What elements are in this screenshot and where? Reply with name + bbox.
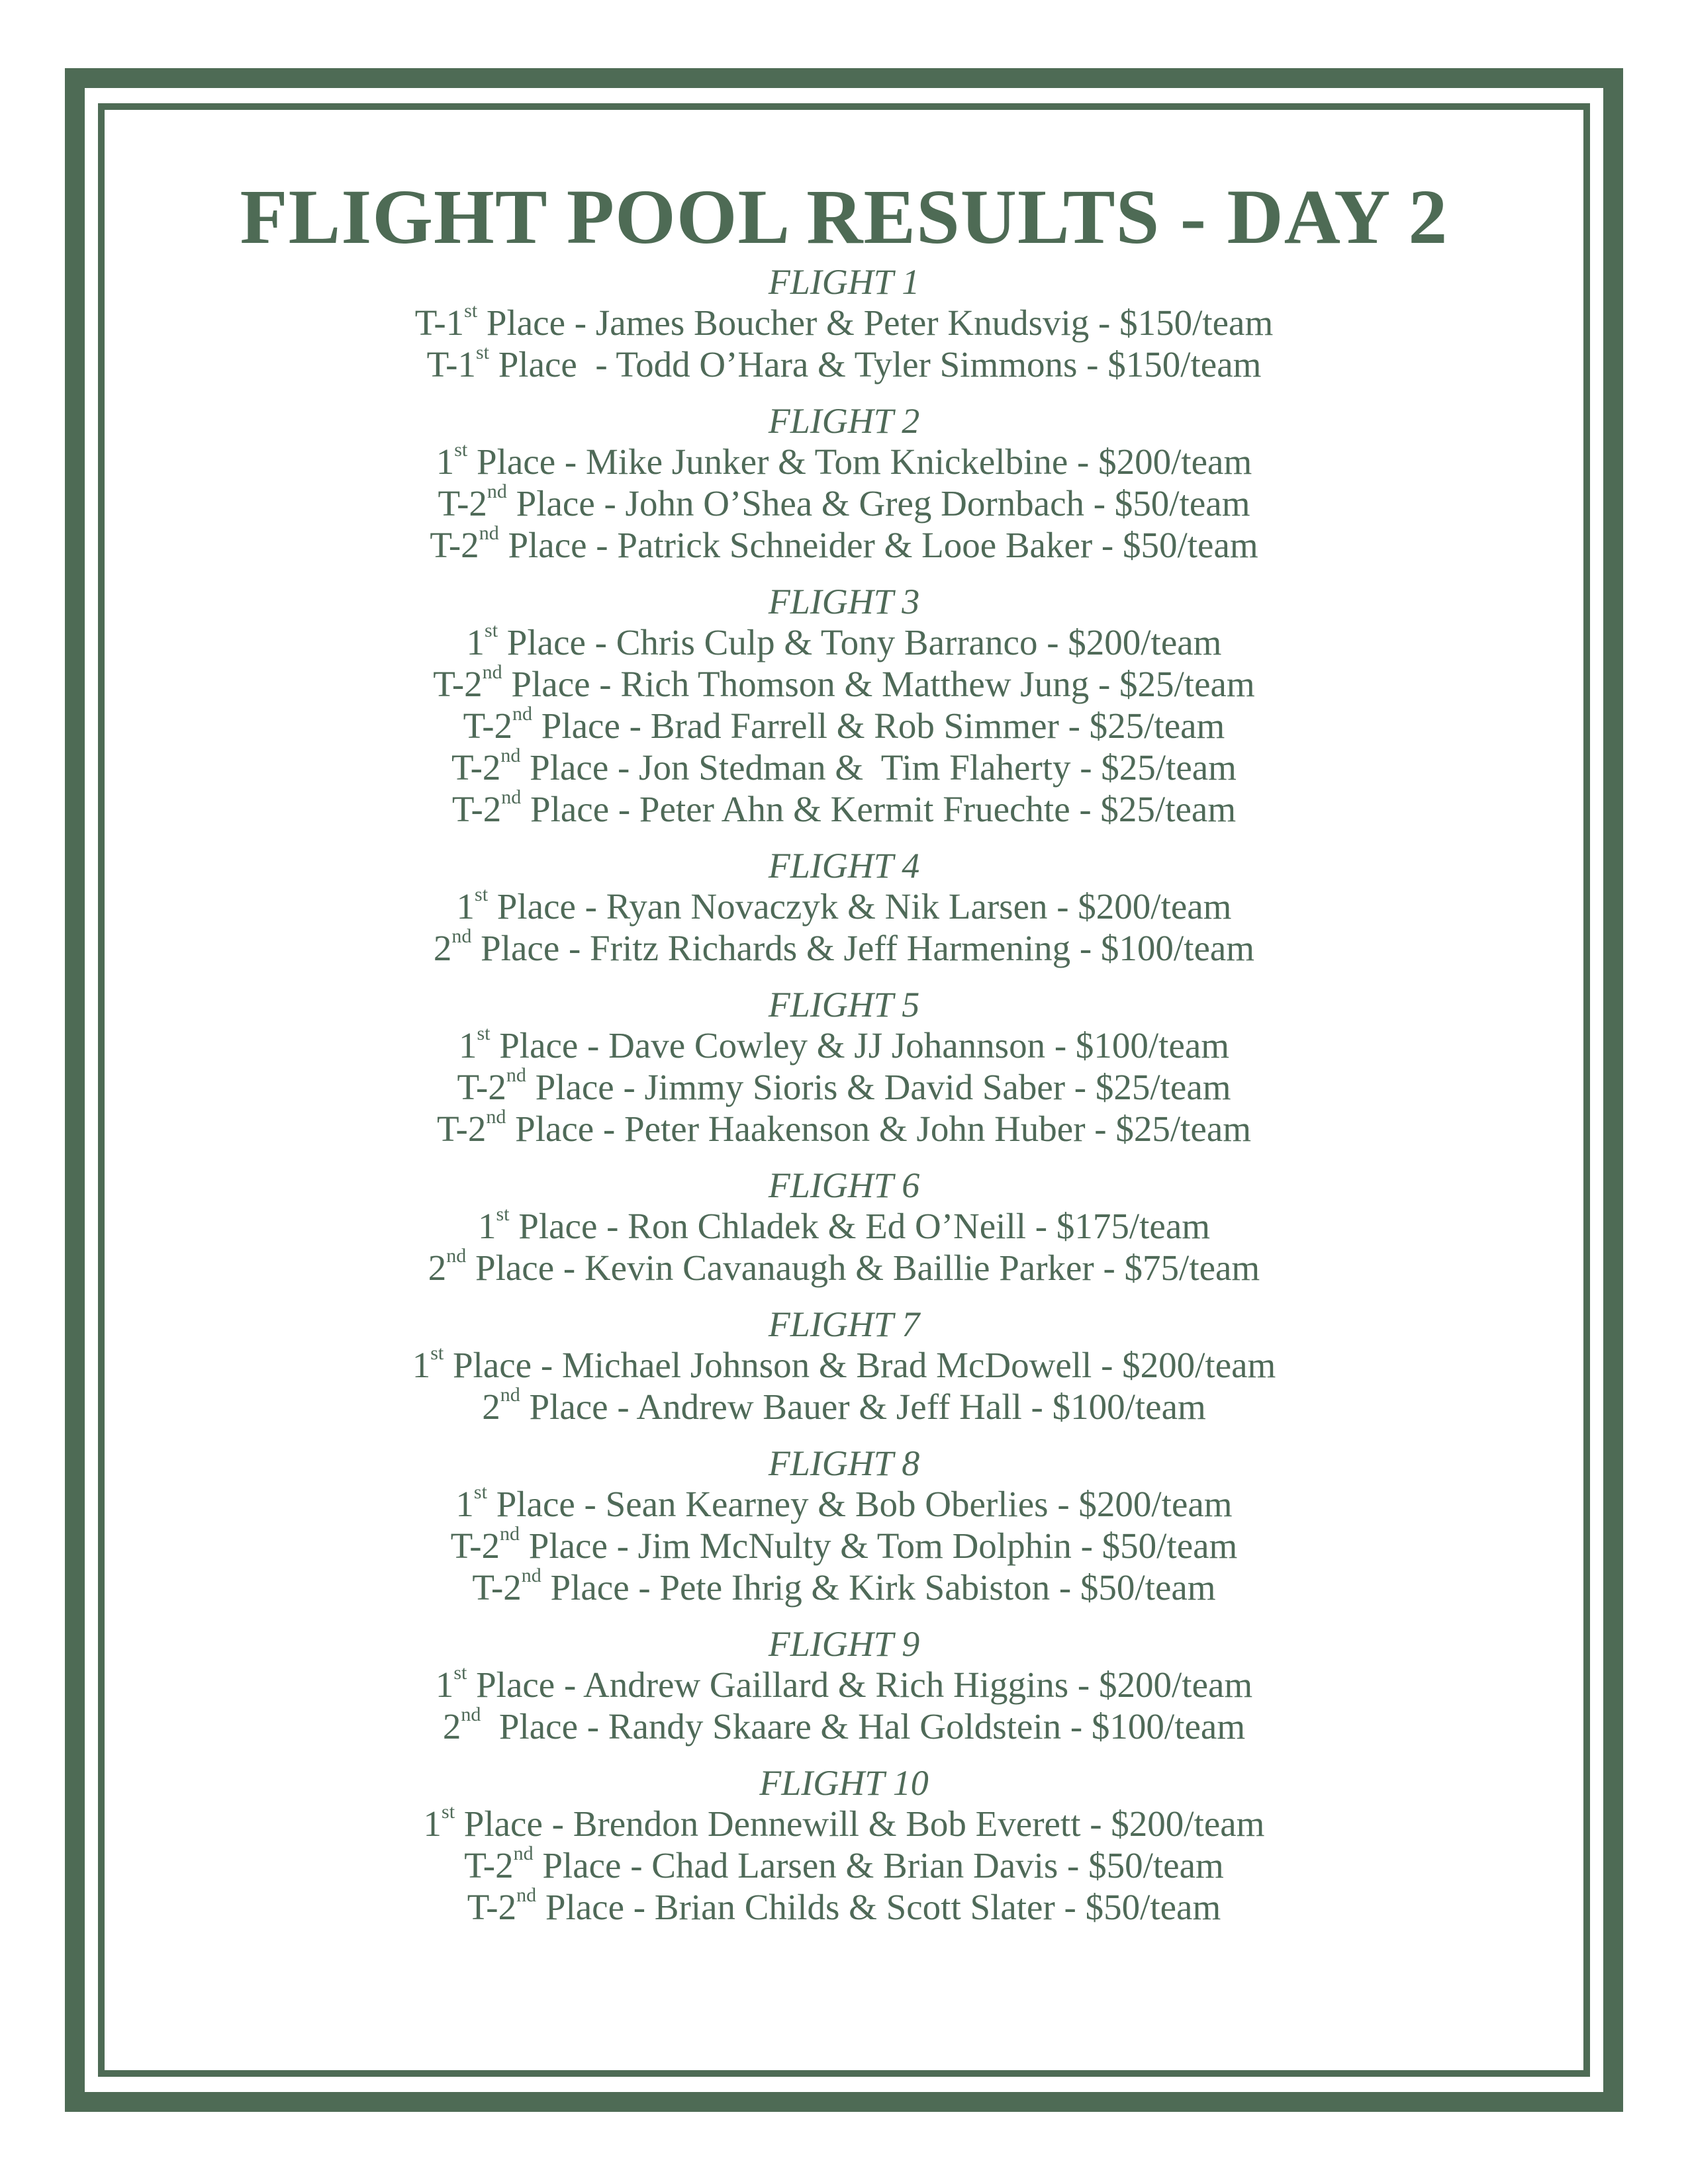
- result-text: Place - Kevin Cavanaugh & Baillie Parker - $75/team: [466, 1248, 1260, 1288]
- page-title: FLIGHT POOL RESULTS - DAY 2: [240, 173, 1448, 260]
- result-text: Place - Rich Thomson & Matthew Jung - $25/team: [502, 664, 1255, 704]
- result-text: Place - Ryan Novaczyk & Nik Larsen - $200/team: [488, 886, 1232, 927]
- place-ordinal-suffix: nd: [479, 522, 499, 544]
- flight-section: [105, 1763, 1583, 1928]
- result-text: Place - Peter Ahn & Kermit Fruechte - $25/team: [521, 789, 1237, 829]
- result-text: Place - Brian Childs & Scott Slater - $50/team: [536, 1887, 1221, 1927]
- result-line: [105, 1661, 1583, 1706]
- result-text: Place - John O’Shea & Greg Dornbach - $50/team: [506, 483, 1250, 523]
- place-ordinal-suffix: st: [473, 1480, 487, 1503]
- result-text: Place - Patrick Schneider & Looe Baker - $50/team: [498, 525, 1258, 565]
- place-number: T-2: [450, 1525, 500, 1566]
- place-ordinal-suffix: nd: [516, 1884, 537, 1906]
- result-line: [105, 788, 1583, 830]
- result-text: Place - Dave Cowley & JJ Johannson - $100/team: [490, 1025, 1230, 1066]
- place-number: T-2: [457, 1067, 506, 1107]
- flights-list: [105, 262, 1583, 1928]
- result-line: [105, 1383, 1583, 1428]
- place-ordinal-suffix: st: [430, 1342, 444, 1364]
- result-line: [105, 1344, 1583, 1386]
- result-line: [105, 927, 1583, 969]
- result-text: Place - Andrew Bauer & Jeff Hall - $100/team: [520, 1387, 1206, 1427]
- place-number: T-1: [414, 302, 465, 343]
- result-line: [105, 524, 1583, 566]
- place-number: T-1: [426, 344, 476, 385]
- place-number: T-2: [451, 789, 502, 829]
- place-ordinal-suffix: nd: [500, 1383, 520, 1406]
- place-ordinal-suffix: st: [475, 341, 489, 363]
- flight-section: [105, 401, 1583, 566]
- result-line: [105, 1066, 1583, 1108]
- place-number: T-2: [463, 705, 513, 746]
- place-number: T-2: [430, 525, 479, 565]
- place-number: T-2: [467, 1887, 517, 1927]
- place-ordinal-suffix: nd: [500, 1522, 520, 1545]
- place-number: 1: [412, 1345, 431, 1385]
- place-ordinal-suffix: nd: [506, 1064, 526, 1086]
- place-number: 1: [458, 1025, 477, 1066]
- flight-heading: FLIGHT 2: [768, 401, 920, 441]
- result-text: Place - Randy Skaare & Hal Goldstein - $100/team: [481, 1706, 1246, 1747]
- result-line: [105, 482, 1583, 524]
- flight-heading: FLIGHT 1: [768, 262, 920, 302]
- place-ordinal-suffix: st: [477, 1022, 491, 1044]
- place-number: T-2: [438, 483, 487, 523]
- result-text: Place - Jimmy Sioris & David Saber - $25/team: [526, 1067, 1231, 1107]
- place-number: 1: [435, 1664, 454, 1705]
- flight-heading: FLIGHT 7: [768, 1304, 920, 1344]
- result-line: [105, 1886, 1583, 1928]
- place-number: T-2: [436, 1109, 487, 1149]
- flight-heading: FLIGHT 3: [768, 582, 920, 621]
- results-document: [105, 110, 1583, 1928]
- flight-heading: FLIGHT 5: [768, 985, 920, 1024]
- place-ordinal-suffix: st: [485, 619, 498, 641]
- result-line: [105, 1703, 1583, 1747]
- result-line: [105, 744, 1583, 788]
- result-line: [105, 1564, 1583, 1608]
- result-text: Place - Chad Larsen & Brian Davis - $50/team: [533, 1845, 1224, 1886]
- place-ordinal-suffix: st: [453, 1661, 467, 1684]
- place-number: 2: [482, 1387, 500, 1427]
- result-text: Place - Sean Kearney & Bob Oberlies - $200/team: [487, 1484, 1233, 1524]
- place-ordinal-suffix: nd: [482, 660, 502, 683]
- place-ordinal-suffix: nd: [512, 702, 533, 725]
- flight-section: [105, 262, 1583, 385]
- result-line: [105, 1800, 1583, 1844]
- place-number: 1: [466, 622, 485, 662]
- result-line: [105, 1205, 1583, 1247]
- place-ordinal-suffix: nd: [500, 744, 521, 766]
- result-text: Place - Peter Haakenson & John Huber - $25/team: [506, 1109, 1252, 1149]
- place-number: 1: [423, 1803, 442, 1844]
- flight-section: [105, 846, 1583, 969]
- place-ordinal-suffix: st: [464, 299, 478, 322]
- flight-heading: FLIGHT 6: [768, 1165, 920, 1205]
- place-number: T-2: [472, 1567, 522, 1608]
- result-line: [105, 1105, 1583, 1150]
- result-text: Place - Pete Ihrig & Kirk Sabiston - $50/team: [541, 1567, 1216, 1608]
- result-line: [105, 621, 1583, 663]
- result-line: [105, 660, 1583, 705]
- place-ordinal-suffix: st: [454, 438, 468, 461]
- place-number: 1: [477, 1206, 496, 1246]
- result-text: Place - Michael Johnson & Brad McDowell - $200/team: [444, 1345, 1276, 1385]
- flight-heading: FLIGHT 4: [768, 846, 920, 886]
- result-line: [105, 1024, 1583, 1066]
- result-line: [105, 1522, 1583, 1567]
- place-number: T-2: [433, 664, 483, 704]
- place-number: 2: [442, 1706, 461, 1747]
- place-ordinal-suffix: st: [442, 1800, 455, 1823]
- place-ordinal-suffix: nd: [513, 1842, 534, 1864]
- place-ordinal-suffix: nd: [486, 1105, 506, 1128]
- result-text: Place - Brendon Dennewill & Bob Everett - $200/team: [455, 1803, 1265, 1844]
- result-line: [105, 702, 1583, 747]
- flight-heading: FLIGHT 9: [768, 1624, 920, 1664]
- place-ordinal-suffix: nd: [451, 925, 472, 947]
- flight-section: [105, 582, 1583, 830]
- result-line: [105, 343, 1583, 385]
- result-text: Place - Jim McNulty & Tom Dolphin - $50/team: [520, 1525, 1238, 1566]
- place-number: 1: [436, 441, 455, 482]
- place-number: 2: [433, 928, 452, 968]
- flight-section: [105, 985, 1583, 1150]
- result-line: [105, 299, 1583, 343]
- result-text: Place - Jon Stedman & Tim Flaherty - $25/team: [520, 747, 1237, 788]
- result-text: Place - Fritz Richards & Jeff Harmening - $100/team: [471, 928, 1255, 968]
- result-text: Place - Ron Chladek & Ed O’Neill - $175/team: [509, 1206, 1211, 1246]
- result-text: Place - James Boucher & Peter Knudsvig - $150/team: [477, 302, 1274, 343]
- result-line: [105, 1244, 1583, 1289]
- place-number: T-2: [464, 1845, 514, 1886]
- flight-heading: FLIGHT 8: [768, 1443, 920, 1483]
- result-text: Place - Brad Farrell & Rob Simmer - $25/team: [532, 705, 1225, 746]
- result-line: [105, 883, 1583, 927]
- flight-section: [105, 1304, 1583, 1428]
- place-ordinal-suffix: st: [475, 883, 489, 905]
- result-text: Place - Todd O’Hara & Tyler Simmons - $150/team: [489, 344, 1262, 385]
- place-ordinal-suffix: nd: [501, 786, 522, 808]
- place-ordinal-suffix: nd: [461, 1703, 481, 1725]
- flight-heading: FLIGHT 10: [759, 1763, 929, 1803]
- result-line: [105, 438, 1583, 482]
- place-ordinal-suffix: nd: [521, 1564, 541, 1586]
- result-line: [105, 1480, 1583, 1525]
- result-text: Place - Andrew Gaillard & Rich Higgins - $200/team: [467, 1664, 1253, 1705]
- result-line: [105, 1844, 1583, 1886]
- place-number: 1: [456, 886, 475, 927]
- place-number: 2: [428, 1248, 447, 1288]
- place-ordinal-suffix: nd: [446, 1244, 467, 1267]
- place-number: 1: [455, 1484, 474, 1524]
- flight-section: [105, 1443, 1583, 1608]
- place-ordinal-suffix: nd: [487, 480, 507, 502]
- place-ordinal-suffix: st: [496, 1203, 510, 1225]
- result-text: Place - Chris Culp & Tony Barranco - $200/team: [498, 622, 1222, 662]
- place-number: T-2: [451, 747, 501, 788]
- flight-section: [105, 1624, 1583, 1747]
- flight-section: [105, 1165, 1583, 1289]
- result-text: Place - Mike Junker & Tom Knickelbine - $200/team: [467, 441, 1252, 482]
